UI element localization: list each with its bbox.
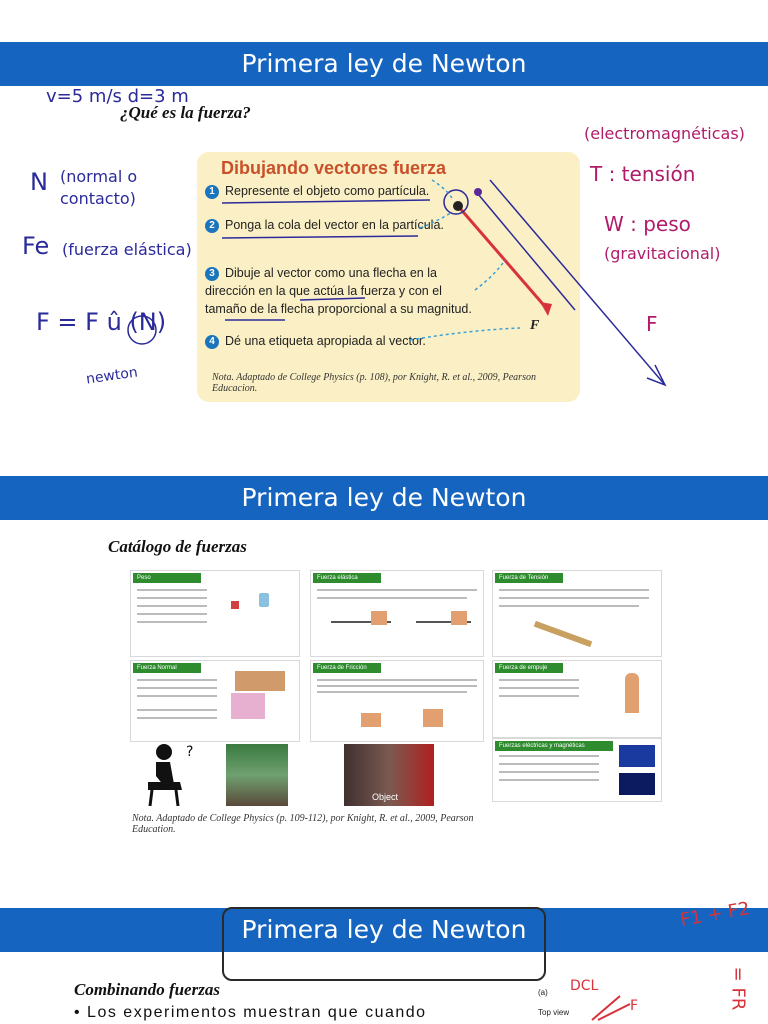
thumb-title: Peso bbox=[133, 573, 201, 583]
thumb-elastic bbox=[310, 570, 484, 657]
step-number-icon: 2 bbox=[205, 219, 219, 233]
thumb-title: Fuerza Normal bbox=[133, 663, 201, 673]
thumb-title: Fuerzas eléctricas y magnéticas bbox=[495, 741, 613, 751]
pointer-arrow bbox=[410, 328, 520, 340]
handwritten-fe-desc: (fuerza elástica) bbox=[62, 240, 192, 259]
thinking-person-icon bbox=[140, 742, 200, 808]
handwritten-newton: newton bbox=[85, 364, 139, 388]
vector-label: F bbox=[530, 318, 540, 333]
handdrawn-underline bbox=[300, 298, 365, 300]
svg-text:F: F bbox=[630, 998, 639, 1014]
slide3-bullet: • Los experimentos muestran que cuando bbox=[74, 1004, 427, 1021]
arrow-head-icon bbox=[540, 302, 552, 316]
pointer-arrow bbox=[475, 260, 505, 290]
particle-dot bbox=[453, 201, 463, 211]
pointer-arrow bbox=[432, 180, 452, 198]
handdrawn-arrow bbox=[490, 180, 665, 385]
step-text: Dibuje al vector como una flecha en la dirección en la que actúa la fuerza y con el tamaño de la flecha proporcional a su magnitud. bbox=[205, 266, 472, 316]
handwritten-tension: T : tensión bbox=[590, 162, 696, 186]
pointer-arrow bbox=[420, 212, 452, 228]
handdrawn-circle bbox=[128, 316, 156, 344]
slide1-source-note: Nota. Adaptado de College Physics (p. 108), por Knight, R. et al., 2009, Pearson Educacion. bbox=[212, 372, 536, 394]
handdrawn-underline bbox=[222, 200, 430, 203]
handwritten-dcl: DCL bbox=[570, 978, 599, 994]
step-text: Dé una etiqueta apropiada al vector. bbox=[225, 334, 426, 348]
slide2-heading: Catálogo de fuerzas bbox=[108, 537, 247, 556]
step-number-icon: 4 bbox=[205, 335, 219, 349]
handdrawn-dot bbox=[474, 188, 482, 196]
thumb-weight bbox=[130, 570, 300, 657]
slide3-banner: Primera ley de Newton bbox=[0, 908, 768, 952]
handwritten-n-desc: (normal o contacto) bbox=[60, 167, 138, 208]
bullet-text: Los experimentos muestran que cuando bbox=[87, 1004, 427, 1021]
boxer-photo bbox=[344, 744, 434, 806]
handwritten-electro: (electromagnéticas) bbox=[584, 124, 745, 143]
card-title: Dibujando vectores fuerza bbox=[221, 158, 447, 178]
step-number-icon: 1 bbox=[205, 185, 219, 199]
slide2-source-note: Nota. Adaptado de College Physics (p. 109-112), por Knight, R. et al., 2009, Pearson Education. bbox=[132, 813, 474, 835]
slide2-banner: Primera ley de Newton bbox=[0, 476, 768, 520]
step-text: Ponga la cola del vector en la partícula. bbox=[225, 218, 444, 232]
handwritten-f-sum: F1 + F2 bbox=[678, 898, 752, 931]
thumb-friction bbox=[310, 660, 484, 742]
handwritten-values: v=5 m/s d=3 m bbox=[46, 86, 189, 107]
slide1-heading: ¿Qué es la fuerza? bbox=[120, 103, 251, 122]
figure-text: Top view bbox=[538, 1008, 570, 1017]
thumb-title: Fuerza de Tensión bbox=[495, 573, 563, 583]
figure-label: (a) bbox=[538, 988, 548, 997]
step-number-icon: 3 bbox=[205, 267, 219, 281]
handwritten-gravitacional: (gravitacional) bbox=[604, 244, 721, 263]
slide1-banner: Primera ley de Newton bbox=[0, 42, 768, 86]
handdrawn-arrow bbox=[478, 194, 575, 310]
photo-caption: Object bbox=[372, 792, 399, 802]
handwritten-n-label: N bbox=[30, 168, 48, 196]
svg-text:?: ? bbox=[186, 744, 194, 760]
handwritten-fr: = FR bbox=[727, 966, 749, 1011]
handwritten-formula: F = F û (N) bbox=[36, 308, 167, 336]
handdrawn-underline bbox=[222, 236, 418, 238]
athlete-photo bbox=[226, 744, 288, 806]
slide3-heading: Combinando fuerzas bbox=[74, 980, 220, 999]
thumb-title: Fuerza de empuje bbox=[495, 663, 563, 673]
thumb-normal bbox=[130, 660, 300, 742]
force-vector-arrow bbox=[458, 206, 548, 310]
thumb-title: Fuerza de Fricción bbox=[313, 663, 381, 673]
handwritten-peso: W : peso bbox=[604, 212, 691, 236]
handwritten-f-label: F bbox=[646, 312, 658, 336]
thumb-title: Fuerza elástica bbox=[313, 573, 381, 583]
thumb-thrust bbox=[492, 660, 662, 738]
handdrawn-box bbox=[222, 907, 546, 981]
thumb-tension bbox=[492, 570, 662, 657]
slide1-annotations bbox=[0, 0, 768, 420]
handwritten-fe-label: Fe bbox=[22, 232, 50, 260]
thumb-electric-magnetic bbox=[492, 738, 662, 802]
handdrawn-vectors bbox=[590, 990, 650, 1024]
step-text: Represente el objeto como partícula. bbox=[225, 184, 430, 198]
